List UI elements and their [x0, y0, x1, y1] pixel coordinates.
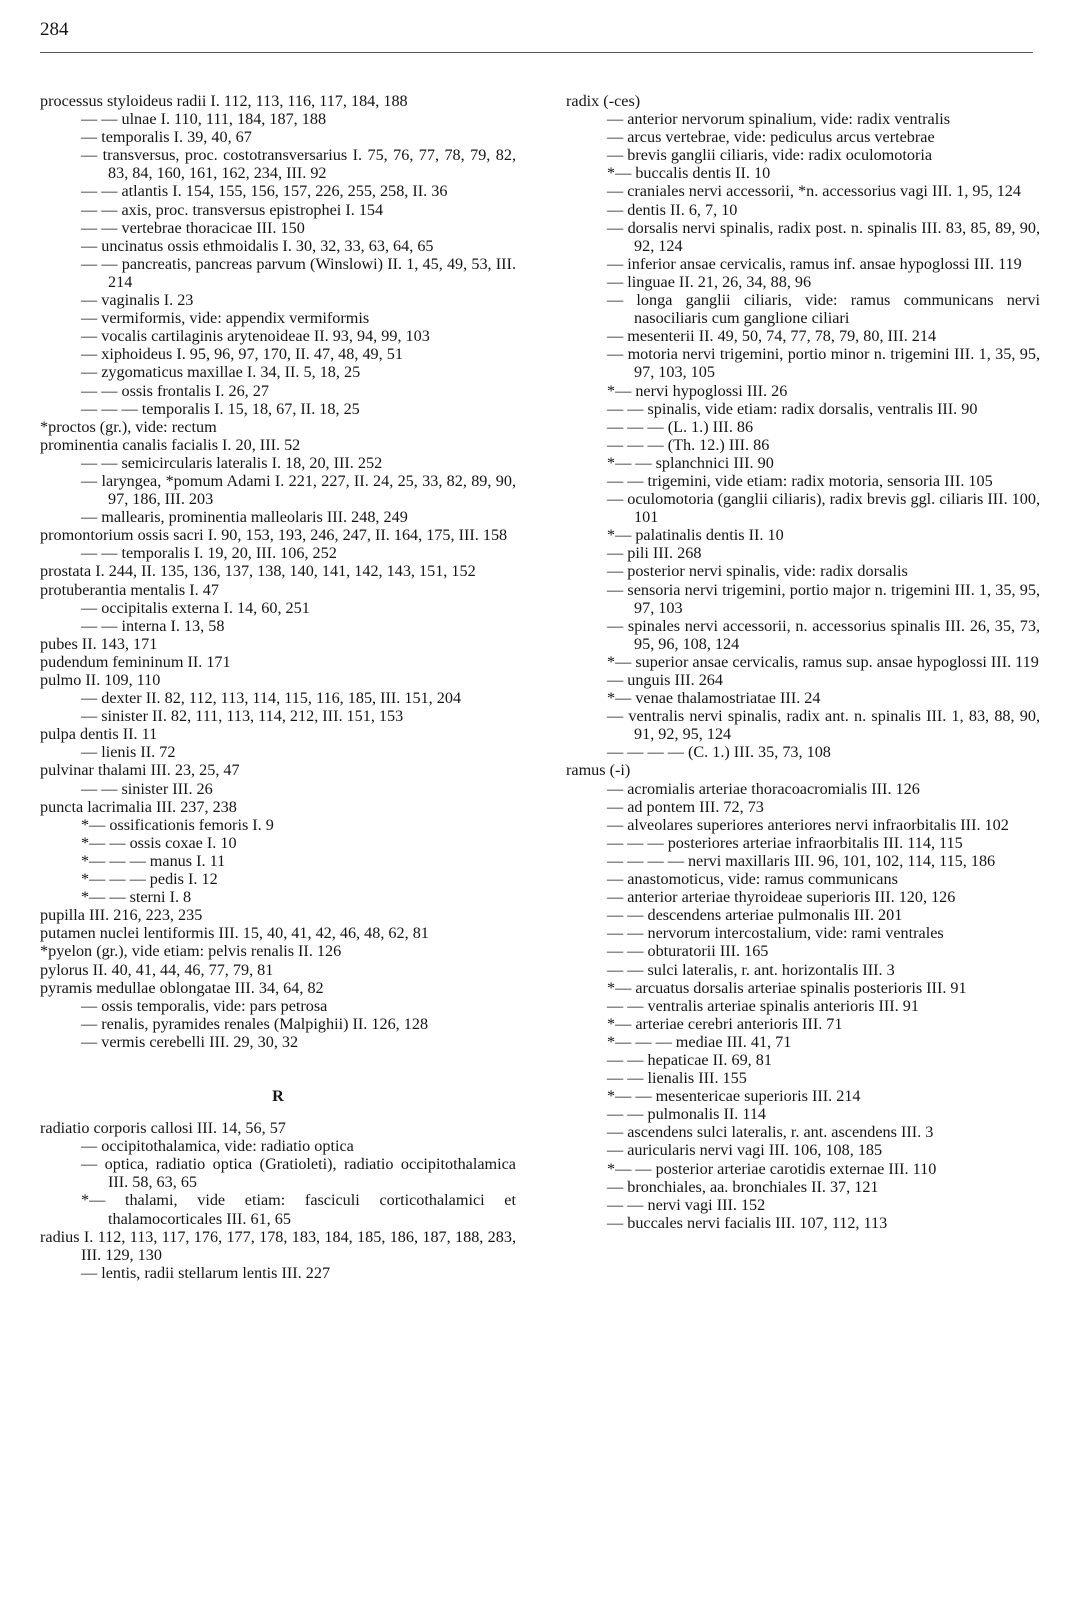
- index-entry: *— — posterior arteriae carotidis externae III. 110: [607, 1159, 937, 1178]
- index-entry: — — nervi vagi III. 152: [607, 1195, 766, 1214]
- index-entry: — sinister II. 82, 111, 113, 114, 212, III. 151, 153: [81, 707, 404, 726]
- index-entry: — renalis, pyramides renales (Malpighii) II. 126, 128: [81, 1014, 429, 1033]
- index-entry: — motoria nervi trigemini, portio minor n. trigemini III. 1, 35, 95, 97, 103, 105: [607, 345, 1040, 382]
- index-entry: — mallearis, prominentia malleolaris III. 248, 249: [81, 508, 408, 527]
- index-entry: — — nervorum intercostalium, vide: rami ventrales: [607, 924, 944, 943]
- index-entry: processus styloideus radii I. 112, 113, 116, 117, 184, 188: [40, 92, 408, 110]
- index-entry: — dorsalis nervi spinalis, radix post. n. spinalis III. 83, 85, 89, 90, 92, 124: [607, 218, 1040, 255]
- index-entry: — brevis ganglii ciliaris, vide: radix oculomotoria: [607, 146, 933, 165]
- left-entries-r: [40, 1119, 516, 1282]
- index-entry: radix (-ces): [566, 92, 641, 110]
- index-entry: prominentia canalis facialis I. 20, III. 52: [40, 435, 301, 454]
- index-entry: — — sulci lateralis, r. ant. horizontalis III. 3: [607, 960, 895, 979]
- index-entry: — anterior arteriae thyroideae superioris III. 120, 126: [607, 888, 956, 907]
- index-entry: — — pancreatis, pancreas parvum (Winslowi) II. 1, 45, 49, 53, III. 214: [81, 254, 516, 291]
- index-entry: — unguis III. 264: [607, 671, 723, 689]
- index-entry: — — lienalis III. 155: [607, 1069, 747, 1088]
- index-entry: — occipitothalamica, vide: radiatio optica: [81, 1137, 354, 1156]
- index-entry: — vocalis cartilaginis arytenoideae II. 93, 94, 99, 103: [81, 327, 430, 346]
- index-entry: *proctos (gr.), vide: rectum: [40, 417, 217, 436]
- index-entry: protuberantia mentalis I. 47: [40, 580, 219, 599]
- index-entry: — — temporalis I. 19, 20, III. 106, 252: [81, 544, 337, 563]
- index-entry: — posterior nervi spinalis, vide: radix dorsalis: [607, 562, 908, 581]
- index-entry: — dentis II. 6, 7, 10: [607, 200, 738, 219]
- index-entry: — bronchiales, aa. bronchiales II. 37, 121: [607, 1177, 879, 1196]
- index-entry: *— — sterni I. 8: [81, 888, 192, 907]
- index-entry: pulvinar thalami III. 23, 25, 47: [40, 761, 240, 780]
- index-entry: — — — posteriores arteriae infraorbitalis III. 114, 115: [607, 833, 963, 852]
- index-entry: — — obturatorii III. 165: [607, 942, 769, 961]
- index-entry: — — sinister III. 26: [81, 779, 213, 798]
- index-entry: — — semicircularis lateralis I. 18, 20, III. 252: [81, 453, 383, 472]
- index-entry: — — interna I. 13, 58: [81, 616, 225, 635]
- index-entry: — — descendens arteriae pulmonalis III. 201: [607, 906, 903, 925]
- index-entry: — lentis, radii stellarum lentis III. 227: [81, 1263, 331, 1282]
- index-entry: — buccales nervi facialis III. 107, 112, 113: [607, 1213, 888, 1232]
- index-entry: — craniales nervi accessorii, *n. accessorius vagi III. 1, 95, 124: [607, 182, 1021, 201]
- index-entry: — auricularis nervi vagi III. 106, 108, 185: [607, 1141, 883, 1160]
- index-entry: — vermiformis, vide: appendix vermiformis: [81, 309, 370, 328]
- index-entry: — ossis temporalis, vide: pars petrosa: [81, 996, 328, 1015]
- index-entry: — arcus vertebrae, vide: pediculus arcus vertebrae: [607, 128, 935, 147]
- index-entry: — — hepaticae II. 69, 81: [607, 1050, 772, 1069]
- index-entry: radiatio corporis callosi III. 14, 56, 57: [40, 1119, 286, 1138]
- index-entry: — — atlantis I. 154, 155, 156, 157, 226, 255, 258, II. 36: [81, 182, 448, 201]
- index-entry: *— — — manus I. 11: [81, 851, 226, 870]
- index-entry: — — ventralis arteriae spinalis anterioris III. 91: [607, 996, 919, 1015]
- index-entry: — — — (L. 1.) III. 86: [607, 417, 754, 436]
- index-entry: *— venae thalamostriatae III. 24: [607, 689, 821, 708]
- index-entry: ramus (-i): [566, 761, 631, 780]
- header-rule: [40, 52, 1033, 53]
- index-entry: — sensoria nervi trigemini, portio major n. trigemini III. 1, 35, 95, 97, 103: [607, 580, 1040, 617]
- section-letter-heading: R: [272, 1086, 284, 1105]
- index-entry: prostata I. 244, II. 135, 136, 137, 138, 140, 141, 142, 143, 151, 152: [40, 562, 476, 581]
- index-entry: *— — — pedis I. 12: [81, 870, 218, 889]
- index-entry: *— palatinalis dentis II. 10: [607, 526, 784, 545]
- index-entry: — oculomotoria (ganglii ciliaris), radix brevis ggl. ciliaris III. 100, 101: [607, 490, 1040, 527]
- index-entry: putamen nuclei lentiformis III. 15, 40, 41, 42, 46, 48, 62, 81: [40, 924, 429, 943]
- index-entry: — zygomaticus maxillae I. 34, II. 5, 18, 25: [81, 363, 361, 382]
- index-entry: *— — — mediae III. 41, 71: [607, 1032, 792, 1051]
- page-number: 284: [40, 19, 69, 40]
- index-entry: pylorus II. 40, 41, 44, 46, 77, 79, 81: [40, 960, 274, 979]
- index-entry: pulpa dentis II. 11: [40, 725, 158, 744]
- index-entry: — — — — (C. 1.) III. 35, 73, 108: [607, 743, 831, 762]
- index-entry: — — ossis frontalis I. 26, 27: [81, 381, 269, 400]
- index-entry: — — axis, proc. transversus epistrophei I. 154: [81, 200, 384, 219]
- index-entry: — ad pontem III. 72, 73: [607, 797, 764, 816]
- index-entry: — uncinatus ossis ethmoidalis I. 30, 32, 33, 63, 64, 65: [81, 236, 434, 255]
- index-entry: — acromialis arteriae thoracoacromialis III. 126: [607, 779, 920, 798]
- index-entry: — linguae II. 21, 26, 34, 88, 96: [607, 272, 812, 291]
- index-entry: *— — mesentericae superioris III. 214: [607, 1087, 861, 1106]
- index-entry: promontorium ossis sacri I. 90, 153, 193, 246, 247, II. 164, 175, III. 158: [40, 526, 508, 545]
- index-entry: — ascendens sulci lateralis, r. ant. ascendens III. 3: [607, 1123, 934, 1142]
- index-entry: puncta lacrimalia III. 237, 238: [40, 797, 237, 816]
- index-entry: — spinales nervi accessorii, n. accessorius spinalis III. 26, 35, 73, 95, 96, 108, 124: [607, 616, 1040, 653]
- index-entry: *— buccalis dentis II. 10: [607, 164, 771, 183]
- index-entry: — occipitalis externa I. 14, 60, 251: [81, 598, 310, 617]
- index-entry: — — pulmonalis II. 114: [607, 1105, 767, 1124]
- index-entry: — inferior ansae cervicalis, ramus inf. ansae hypoglossi III. 119: [607, 254, 1022, 273]
- index-entry: — vermis cerebelli III. 29, 30, 32: [81, 1032, 299, 1051]
- index-entry: *— arteriae cerebri anterioris III. 71: [607, 1014, 843, 1033]
- index-entry: — — vertebrae thoracicae III. 150: [81, 218, 305, 237]
- index-entry: *— superior ansae cervicalis, ramus sup. ansae hypoglossi III. 119: [607, 652, 1039, 671]
- index-entry: — dexter II. 82, 112, 113, 114, 115, 116, 185, III. 151, 204: [81, 689, 462, 708]
- index-entry: — temporalis I. 39, 40, 67: [81, 128, 252, 147]
- index-entry: *pyelon (gr.), vide etiam: pelvis renalis II. 126: [40, 942, 342, 961]
- index-entry: — lienis II. 72: [81, 743, 176, 762]
- index-entry: — alveolares superiores anteriores nervi infraorbitalis III. 102: [607, 815, 1009, 834]
- index-entry: *— ossificationis femoris I. 9: [81, 815, 274, 834]
- index-entry: — longa ganglii ciliaris, vide: ramus communicans nervi nasociliaris cum ganglione ciliari: [607, 291, 1040, 328]
- index-entry: — — — (Th. 12.) III. 86: [607, 435, 770, 454]
- index-entry: — mesenterii II. 49, 50, 74, 77, 78, 79, 80, III. 214: [607, 327, 937, 346]
- index-column-left: [40, 92, 516, 1282]
- index-entry: — — spinalis, vide etiam: radix dorsalis, ventralis III. 90: [607, 399, 978, 418]
- index-entry: — vaginalis I. 23: [81, 291, 194, 310]
- index-entry: — — — — nervi maxillaris III. 96, 101, 102, 114, 115, 186: [607, 851, 996, 870]
- index-entry: *— — ossis coxae I. 10: [81, 833, 237, 852]
- index-entry: *— arcuatus dorsalis arteriae spinalis posterioris III. 91: [607, 978, 967, 997]
- index-entry: *— — splanchnici III. 90: [607, 453, 774, 472]
- index-entry: *— nervi hypoglossi III. 26: [607, 381, 788, 400]
- index-entry: *— thalami, vide etiam: fasciculi corticothalamici et thalamocorticales III. 61, 65: [81, 1191, 516, 1228]
- index-entry: — ventralis nervi spinalis, radix ant. n. spinalis III. 1, 83, 88, 90, 91, 92, 95, 124: [607, 707, 1040, 744]
- index-entry: — xiphoideus I. 95, 96, 97, 170, II. 47, 48, 49, 51: [81, 345, 403, 364]
- index-entry: — anastomoticus, vide: ramus communicans: [607, 870, 898, 889]
- index-entry: — — ulnae I. 110, 111, 184, 187, 188: [81, 110, 327, 129]
- index-entry: — — trigemini, vide etiam: radix motoria, sensoria III. 105: [607, 471, 993, 490]
- index-entry: pupilla III. 216, 223, 235: [40, 906, 203, 925]
- index-entry: pulmo II. 109, 110: [40, 671, 161, 689]
- index-entry: pyramis medullae oblongatae III. 34, 64, 82: [40, 978, 324, 997]
- index-entry: — optica, radiatio optica (Gratioleti), radiatio occipitothalamica III. 58, 63, 65: [81, 1155, 516, 1192]
- index-entry: pubes II. 143, 171: [40, 634, 158, 653]
- index-entry: pudendum femininum II. 171: [40, 652, 231, 671]
- index-entry: — laryngea, *pomum Adami I. 221, 227, II. 24, 25, 33, 82, 89, 90, 97, 186, III. 203: [81, 471, 516, 509]
- left-entries-p: [40, 92, 516, 1051]
- index-entry: radius I. 112, 113, 117, 176, 177, 178, 183, 184, 185, 186, 187, 188, 283, III. 129, 130: [40, 1227, 516, 1264]
- index-entry: — anterior nervorum spinalium, vide: radix ventralis: [607, 110, 950, 129]
- index-entry: — transversus, proc. costotransversarius I. 75, 76, 77, 78, 79, 82, 83, 84, 160, 161, 162, 234, III. 92: [81, 146, 516, 183]
- index-entry: — pili III. 268: [607, 544, 702, 563]
- index-entry: — — — temporalis I. 15, 18, 67, II. 18, 25: [81, 399, 360, 418]
- index-column-right: [566, 92, 1040, 1232]
